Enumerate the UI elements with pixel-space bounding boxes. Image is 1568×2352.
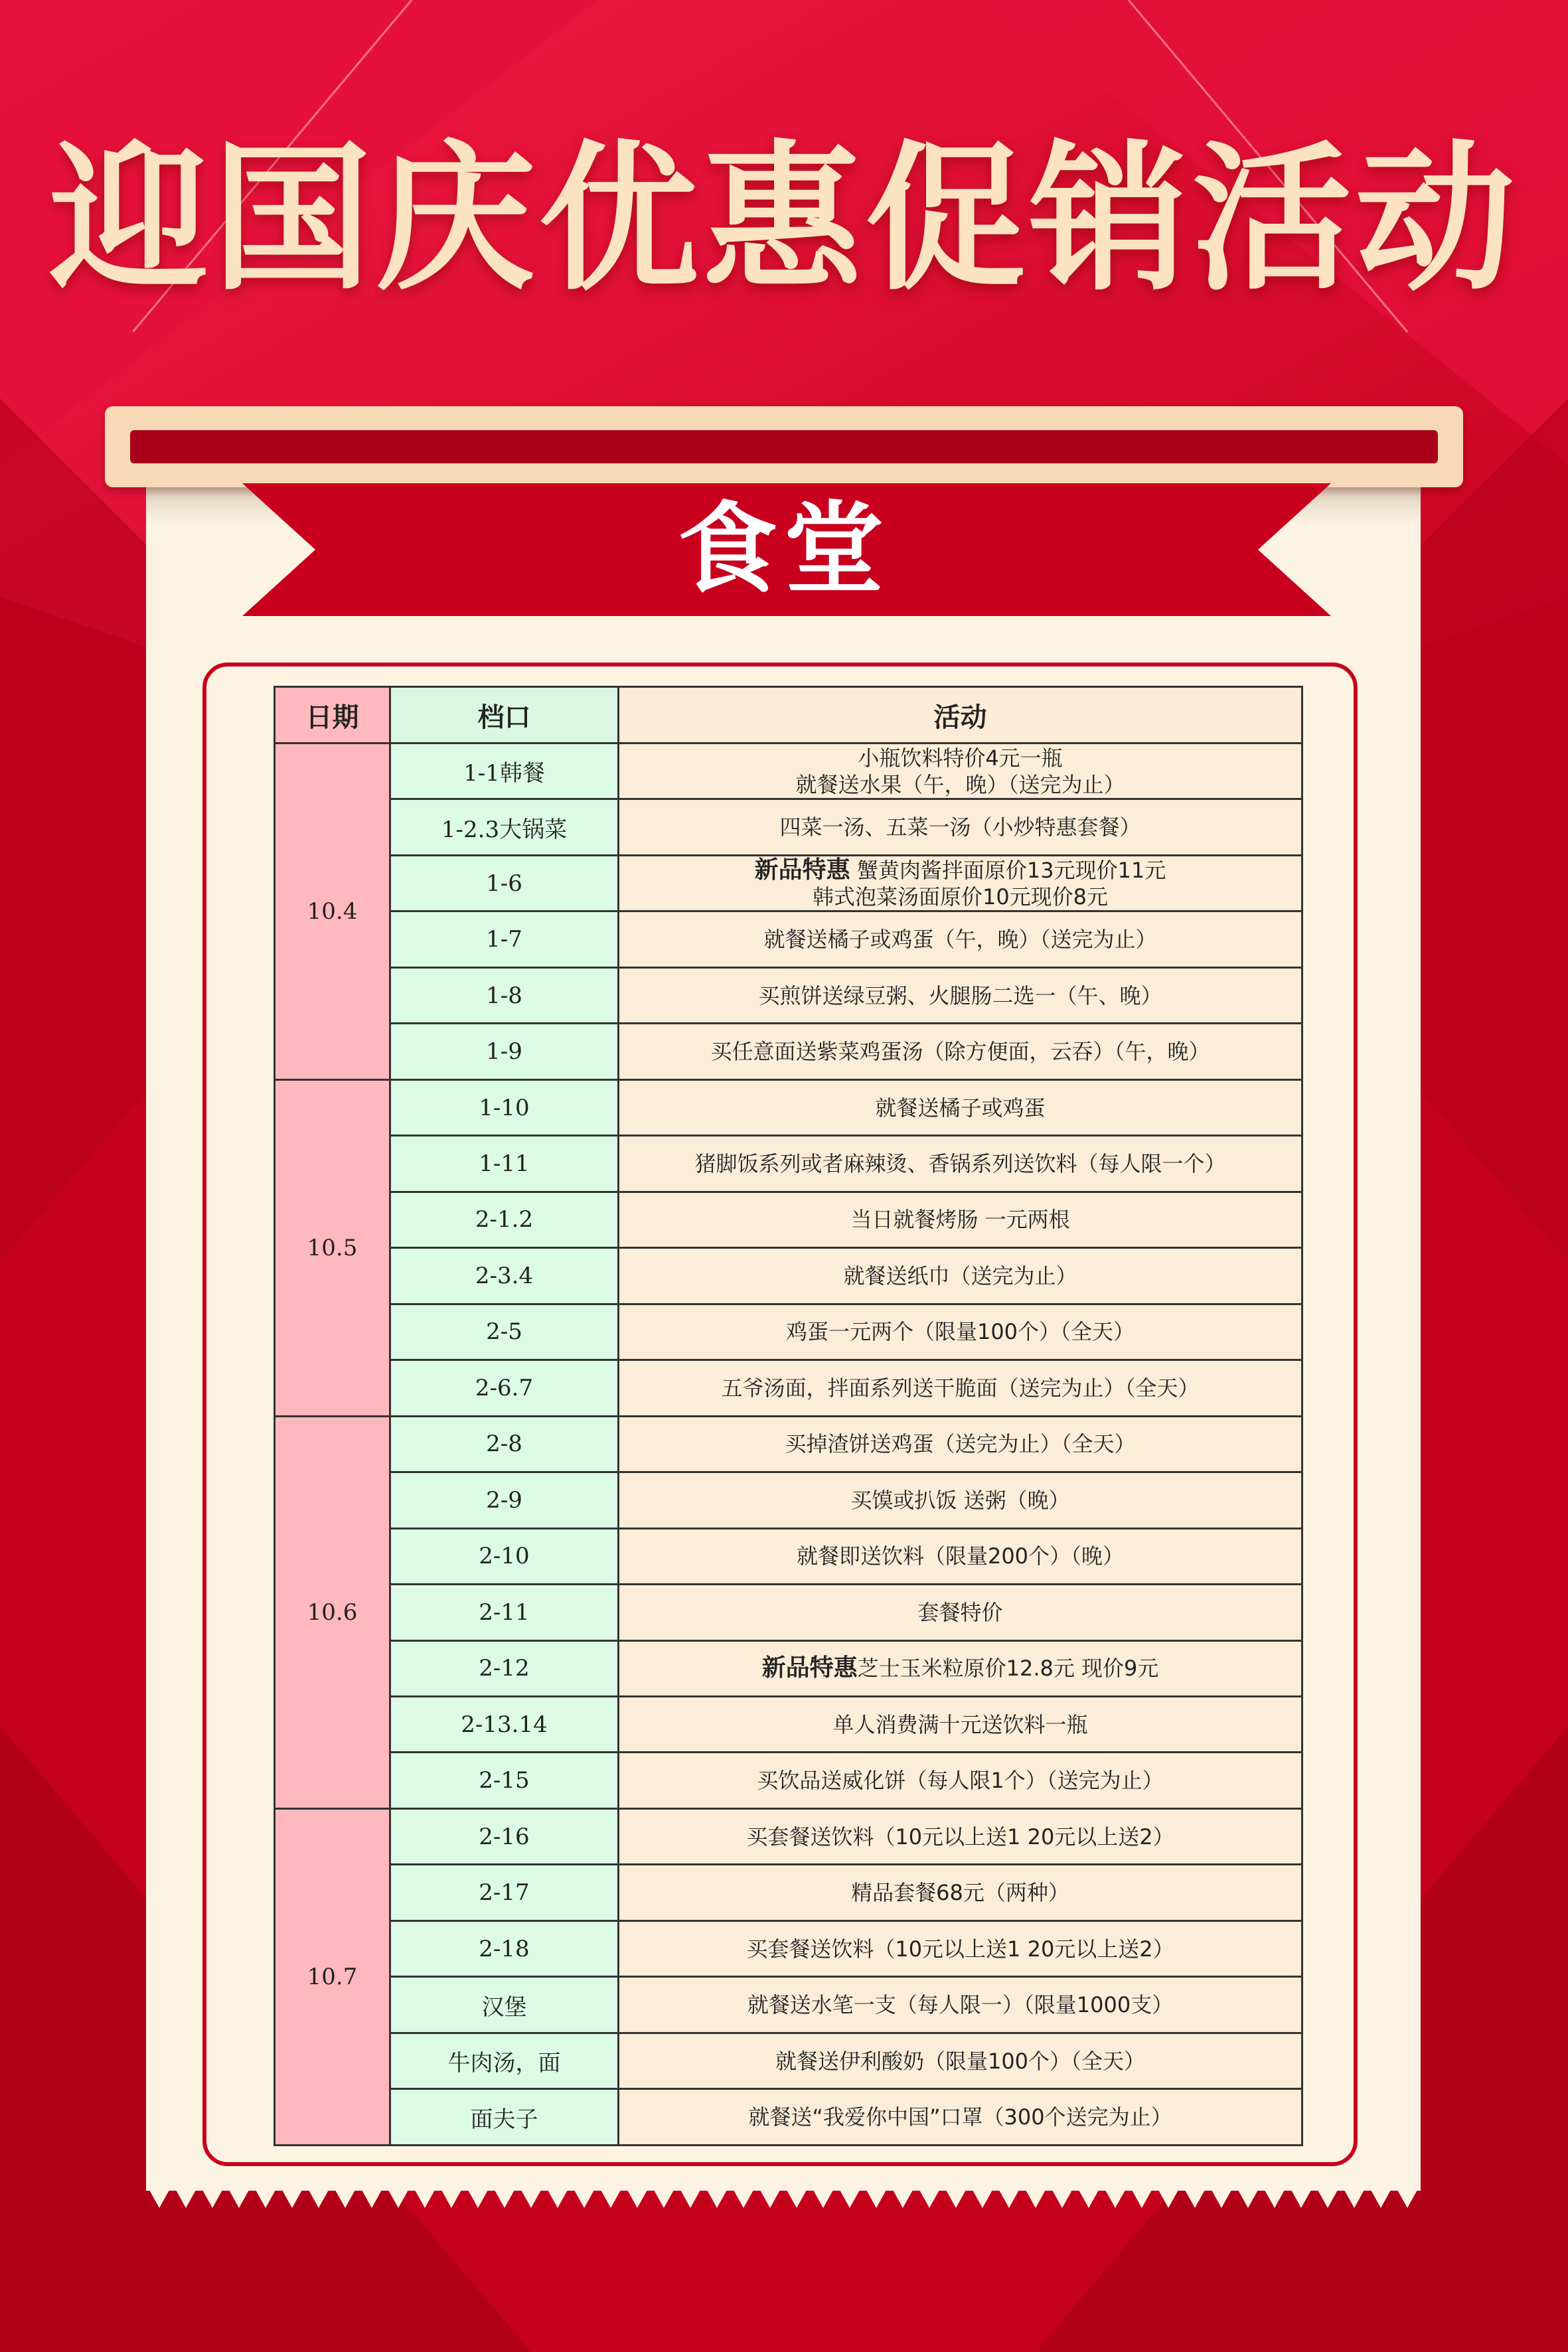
activity-cell [619, 1416, 1302, 1472]
new-product-label: 新品特惠 [754, 856, 850, 884]
activity-cell [619, 1640, 1302, 1696]
activity-line [626, 857, 1294, 884]
table-header-row [275, 687, 1302, 744]
activity-cell [619, 744, 1302, 799]
table-row [275, 1248, 1302, 1304]
activity-line [626, 1655, 1294, 1682]
activity-line [626, 1711, 1294, 1738]
activity-text: 小瓶饮料特价4元一瓶 [858, 745, 1063, 771]
activity-line [626, 1375, 1294, 1401]
table-body [275, 744, 1302, 2146]
activity-text: 芝士玉米粒原价12.8元 现价9元 [857, 1656, 1159, 1682]
table-row [275, 1865, 1302, 1921]
activity-line [626, 1431, 1294, 1457]
activity-line [626, 926, 1294, 953]
stall-cell: 2-18 [390, 1921, 619, 1976]
stall-cell: 1-9 [390, 1024, 619, 1079]
activity-text: 买套餐送饮料（10元以上送1 20元以上送2） [746, 1936, 1174, 1962]
stall-cell: 2-12 [390, 1640, 619, 1696]
activity-text: 买任意面送紫菜鸡蛋汤（除方便面，云吞）（午，晚） [710, 1039, 1210, 1065]
activity-text: 就餐即送饮料（限量200个）（晚） [796, 1543, 1125, 1569]
activity-line [626, 1992, 1294, 2018]
activity-text: 五爷汤面，拌面系列送干脆面（送完为止）（全天） [721, 1375, 1200, 1401]
stall-cell: 1-10 [390, 1079, 619, 1135]
table-row [275, 911, 1302, 967]
activity-cell [619, 1360, 1302, 1416]
activity-cell [619, 1921, 1302, 1976]
activity-cell [619, 2033, 1302, 2088]
activity-cell [619, 1472, 1302, 1528]
activity-cell [619, 1865, 1302, 1921]
table-row [275, 1416, 1302, 1472]
date-cell: 10.4 [275, 744, 390, 1080]
activity-line [626, 1767, 1294, 1794]
header-stall: 档口 [390, 687, 619, 744]
activity-cell [619, 1977, 1302, 2033]
activity-text: 就餐送“我爱你中国”口罩（300个送完为止） [748, 2104, 1172, 2130]
activity-text: 买馍或扒饭 送粥（晚） [850, 1487, 1070, 1513]
table-row [275, 1472, 1302, 1528]
table-row [275, 1753, 1302, 1808]
scroll-rod [105, 406, 1463, 487]
activity-cell [619, 2089, 1302, 2146]
scroll-rod-groove [130, 430, 1438, 463]
table-row [275, 1192, 1302, 1247]
table-row [275, 1696, 1302, 1752]
stall-cell: 2-13.14 [390, 1696, 619, 1752]
promotion-table [274, 686, 1303, 2146]
activity-text: 当日就餐烤肠 一元两根 [850, 1207, 1070, 1233]
date-cell: 10.7 [275, 1808, 390, 2145]
new-product-label: 新品特惠 [761, 1654, 858, 1682]
activity-line [626, 745, 1294, 771]
activity-line [626, 1206, 1294, 1233]
stall-cell: 1-8 [390, 967, 619, 1023]
table-row [275, 1640, 1302, 1696]
activity-text: 单人消费满十元送饮料一瓶 [832, 1711, 1088, 1737]
table-row [275, 1585, 1302, 1640]
activity-cell [619, 1528, 1302, 1584]
table-row [275, 1528, 1302, 1584]
activity-cell [619, 1024, 1302, 1079]
table-row [275, 1024, 1302, 1079]
activity-text: 就餐送橘子或鸡蛋 [875, 1095, 1046, 1121]
activity-text: 就餐送水果（午，晚）（送完为止） [795, 771, 1125, 797]
table-row [275, 2089, 1302, 2146]
activity-line [626, 1599, 1294, 1626]
activity-cell [619, 1304, 1302, 1360]
activity-text: 买套餐送饮料（10元以上送1 20元以上送2） [746, 1824, 1174, 1849]
activity-text: 买煎饼送绿豆粥、火腿肠二选一（午、晚） [758, 982, 1162, 1008]
activity-cell [619, 967, 1302, 1023]
activity-cell [619, 1753, 1302, 1808]
activity-line [626, 1038, 1294, 1065]
activity-text: 就餐送橘子或鸡蛋（午，晚）（送完为止） [763, 927, 1157, 953]
stall-cell: 1-2.3大锅菜 [390, 799, 619, 855]
activity-text: 鸡蛋一元两个（限量100个）（全天） [785, 1319, 1135, 1345]
activity-line [626, 884, 1294, 910]
activity-cell [619, 1696, 1302, 1752]
activity-text: 四菜一汤、五菜一汤（小炒特惠套餐） [779, 815, 1141, 840]
activity-line [626, 2048, 1294, 2075]
activity-line [626, 1318, 1294, 1345]
activity-line [626, 1150, 1294, 1177]
activity-text: 猪脚饭系列或者麻辣烫、香锅系列送饮料（每人限一个） [694, 1151, 1226, 1177]
activity-line [626, 814, 1294, 840]
activity-line [626, 1936, 1294, 1962]
stall-cell: 2-9 [390, 1472, 619, 1528]
table-row [275, 1136, 1302, 1192]
zigzag-paper-edge [146, 2184, 1421, 2211]
activity-text: 就餐送伊利酸奶（限量100个）（全天） [775, 2048, 1146, 2074]
table-row [275, 744, 1302, 799]
activity-line [626, 1095, 1294, 1121]
stall-cell: 汉堡 [390, 1977, 619, 2033]
activity-line [626, 982, 1294, 1009]
table-row [275, 1079, 1302, 1135]
activity-text: 买掉渣饼送鸡蛋（送完为止）（全天） [785, 1431, 1136, 1457]
activity-cell [619, 1192, 1302, 1247]
stall-cell: 2-10 [390, 1528, 619, 1584]
table-row [275, 1808, 1302, 1864]
page-title: 迎国庆优惠促销活动 [48, 126, 1519, 312]
stall-cell: 牛肉汤，面 [390, 2033, 619, 2088]
activity-text: 买饮品送威化饼（每人限1个）（送完为止） [757, 1768, 1164, 1794]
stall-cell: 2-17 [390, 1865, 619, 1921]
stall-cell: 2-6.7 [390, 1360, 619, 1416]
table-row [275, 1360, 1302, 1416]
activity-line [626, 1263, 1294, 1289]
table-row [275, 1921, 1302, 1976]
stall-cell: 1-11 [390, 1136, 619, 1192]
activity-text: 精品套餐68元（两种） [851, 1880, 1069, 1906]
header-activity: 活动 [619, 687, 1302, 744]
activity-line [626, 771, 1294, 798]
activity-text: 套餐特价 [917, 1599, 1003, 1625]
stall-cell: 1-6 [390, 855, 619, 911]
header-date: 日期 [275, 687, 390, 744]
activity-text: 就餐送水笔一支（每人限一）（限量1000支） [747, 1992, 1174, 2018]
activity-cell [619, 799, 1302, 855]
stall-cell: 2-11 [390, 1585, 619, 1640]
stall-cell: 2-5 [390, 1304, 619, 1360]
stall-cell: 2-15 [390, 1753, 619, 1808]
activity-text: 蟹黄肉酱拌面原价13元现价11元 [850, 857, 1166, 883]
date-cell: 10.6 [275, 1416, 390, 1808]
activity-cell [619, 1585, 1302, 1640]
stall-cell: 2-16 [390, 1808, 619, 1864]
activity-cell [619, 1248, 1302, 1304]
stall-cell: 面夫子 [390, 2089, 619, 2146]
stall-cell: 1-7 [390, 911, 619, 967]
date-cell: 10.5 [275, 1079, 390, 1416]
activity-cell [619, 855, 1302, 911]
table-row [275, 1304, 1302, 1360]
activity-line [626, 1543, 1294, 1569]
section-title: 食堂 [677, 492, 890, 607]
table-row [275, 967, 1302, 1023]
activity-line [626, 1487, 1294, 1514]
table-row [275, 799, 1302, 855]
stall-cell: 1-1韩餐 [390, 744, 619, 799]
table-row [275, 855, 1302, 911]
activity-cell [619, 1079, 1302, 1135]
activity-text: 韩式泡菜汤面原价10元现价8元 [812, 884, 1109, 909]
activity-text: 就餐送纸巾（送完为止） [843, 1263, 1077, 1289]
stall-cell: 2-1.2 [390, 1192, 619, 1247]
activity-line [626, 1879, 1294, 1906]
activity-line [626, 1824, 1294, 1850]
stall-cell: 2-3.4 [390, 1248, 619, 1304]
table-row [275, 1977, 1302, 2033]
table-row [275, 2033, 1302, 2088]
activity-line [626, 2104, 1294, 2130]
activity-cell [619, 1808, 1302, 1864]
activity-cell [619, 1136, 1302, 1192]
activity-cell [619, 911, 1302, 967]
stall-cell: 2-8 [390, 1416, 619, 1472]
